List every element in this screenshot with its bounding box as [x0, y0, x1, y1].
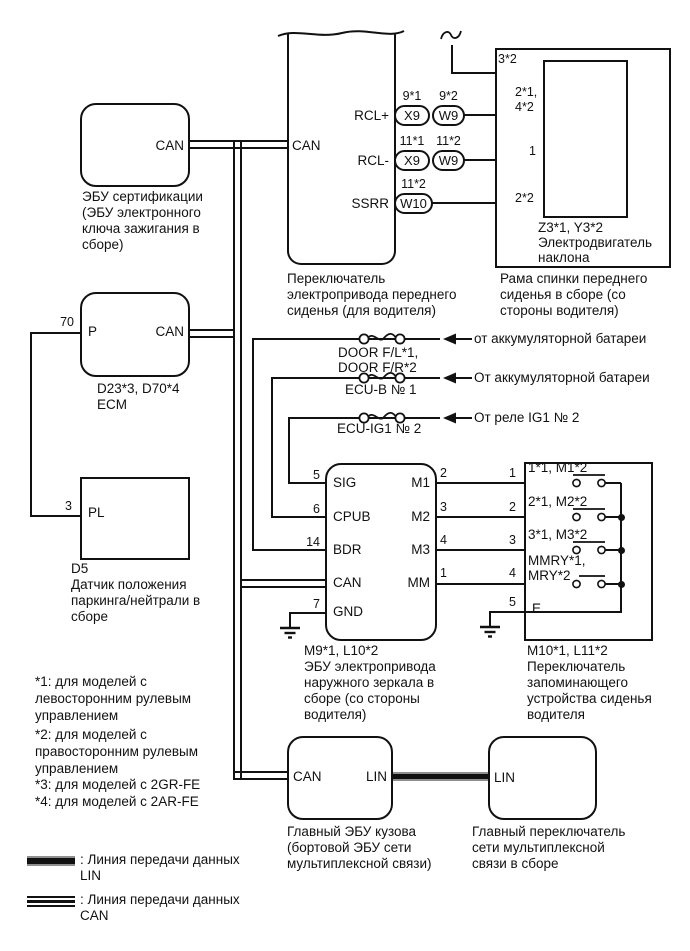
pin-number: 3 — [440, 500, 447, 514]
pin-can: CAN — [155, 324, 184, 339]
caption-line: сборе) — [82, 237, 124, 252]
junction-dot — [618, 547, 625, 554]
box-break-wave-icon — [276, 24, 406, 42]
caption-line: ECM — [97, 397, 127, 412]
caption-line: наружного зеркала в — [304, 675, 435, 690]
pin-number: 1 — [440, 566, 447, 580]
pin-bdr: BDR — [333, 542, 362, 557]
connector-pin-label: 11*2 — [436, 134, 461, 148]
caption-line: водителя — [527, 707, 585, 722]
fuse-name: ECU-IG1 № 2 — [337, 421, 422, 436]
caption-line: Главный переключатель — [472, 824, 626, 839]
pin-number: 6 — [313, 502, 320, 516]
caption-line: сети мультиплексной — [472, 840, 605, 855]
switch-row-label: MRY*2 — [528, 568, 571, 583]
caption-line: Переключатель — [287, 271, 386, 286]
ground-icon — [277, 620, 301, 640]
caption-line: запоминающего — [527, 675, 629, 690]
connector-pin-label: 9*2 — [439, 89, 458, 103]
pin-sig: SIG — [333, 475, 357, 490]
caption-line: Датчик положения — [71, 577, 187, 592]
can-line-swatch — [27, 896, 75, 907]
caption-line: Z3*1, Y3*2 — [538, 220, 604, 235]
pin-number: 5 — [313, 468, 320, 482]
wire-3-2-vertical — [451, 45, 453, 73]
caption-line: M10*1, L11*2 — [527, 643, 608, 658]
pin-70: 70 — [60, 315, 74, 329]
caption-line: D5 — [71, 561, 89, 576]
connector-w10: W10 — [394, 193, 433, 214]
caption-line: сборе (со стороны — [304, 691, 420, 706]
footnote-line: *3: для моделей с 2GR-FE — [35, 777, 201, 792]
caption-line: стороны водителя) — [500, 303, 619, 318]
pin-can: CAN — [333, 575, 362, 590]
pin-can: CAN — [293, 769, 322, 784]
pin-ssrr: SSRR — [351, 196, 389, 211]
caption-line: сборе — [71, 609, 109, 624]
connector-pin-label: 9*1 — [402, 89, 422, 103]
connector-x9: X9 — [394, 105, 430, 126]
connector-pin-label: 11*1 — [399, 134, 425, 148]
junction-dot — [618, 581, 625, 588]
can-line-mirror-ecu — [242, 579, 325, 588]
wire-feed-ecub — [271, 377, 440, 379]
switch-row-label: 1*1, M1*2 — [528, 460, 588, 475]
wire-e-vertical — [489, 611, 491, 620]
pin-p: P — [88, 324, 98, 339]
ground-icon — [478, 619, 502, 639]
footnote-line: *4: для моделей с 2AR-FE — [35, 794, 199, 809]
caption-line: (ЭБУ электронного — [82, 205, 201, 220]
wire-feed-ecub-vertical — [271, 377, 273, 518]
caption-line: Электродвигатель — [538, 235, 653, 250]
footnote-line: правосторонним рулевым — [35, 744, 198, 759]
wire-e-row — [489, 611, 622, 613]
caption-line: наклона — [538, 250, 590, 265]
connector-pin-label: 11*2 — [401, 177, 426, 191]
caption-line: устройства сиденья — [527, 691, 652, 706]
caption-line: сиденья (для водителя) — [287, 303, 436, 318]
arrow-left-icon — [443, 372, 473, 384]
tilt-motor-box — [543, 60, 628, 218]
caption-line: сиденья в сборе (со — [500, 287, 626, 302]
pin-3: 3 — [65, 499, 72, 513]
wire-feed-door — [252, 338, 440, 340]
caption-line: ЭБУ сертификации — [82, 189, 203, 204]
pin-lin: LIN — [365, 769, 387, 784]
footnote-line: *2: для моделей с — [35, 727, 147, 742]
fuse-name: DOOR F/L*1, — [338, 345, 419, 360]
footnote-line: управлением — [35, 761, 119, 776]
power-source-label: от аккумуляторной батареи — [474, 331, 647, 346]
caption-line: ЭБУ электропривода — [304, 659, 436, 674]
caption-line: D23*3, D70*4 — [97, 381, 180, 396]
caption-line: мультиплексной связи) — [287, 856, 432, 871]
switch-row-label: MMRY*1, — [528, 553, 586, 568]
caption-line: паркинга/нейтрали в — [71, 593, 201, 608]
pin-number: 2 — [509, 500, 516, 514]
pin-number: 4 — [509, 566, 516, 580]
wire-pnp-pl — [30, 515, 80, 517]
pin-cpub: CPUB — [333, 509, 371, 524]
pin-can: CAN — [292, 138, 321, 153]
power-source-label: От реле IG1 № 2 — [474, 410, 580, 425]
connector-w9: W9 — [432, 105, 465, 126]
power-source-label: От аккумуляторной батареи — [474, 370, 650, 385]
caption-line: водителя) — [304, 707, 367, 722]
caption-line: Главный ЭБУ кузова — [287, 824, 417, 839]
pin-can: CAN — [155, 138, 184, 153]
can-line-body-ecu — [233, 771, 287, 780]
pin-pl: PL — [88, 505, 105, 520]
arrow-left-icon — [443, 412, 473, 424]
switch-row-label: 3*1, M3*2 — [528, 527, 588, 542]
pin-lin: LIN — [494, 770, 516, 785]
wire-feed-door-vertical — [252, 338, 254, 551]
can-bus-trunk-vertical — [233, 140, 242, 780]
connector-w9: W9 — [432, 150, 465, 171]
junction-dot — [618, 514, 625, 521]
pin-number: 1 — [509, 466, 516, 480]
legend-text: : Линия передачи данных — [80, 892, 240, 907]
caption-line: (бортовой ЭБУ сети — [287, 840, 412, 855]
caption-line: M9*1, L10*2 — [304, 643, 379, 658]
pin-number: 2 — [440, 466, 447, 480]
wire-ecm-to-pnp-vertical — [30, 332, 32, 517]
legend-text: : Линия передачи данных — [80, 852, 240, 867]
caption-line: Рама спинки переднего — [500, 271, 648, 286]
pin-rcl-plus: RCL+ — [354, 108, 389, 123]
pin-gnd: GND — [333, 604, 363, 619]
caption-line: ключа зажигания в — [82, 221, 200, 236]
caption-line: Переключатель — [527, 659, 626, 674]
pin-number: 5 — [509, 595, 516, 609]
fuse-name: ECU-B № 1 — [345, 382, 417, 397]
pin-3-2: 3*2 — [498, 52, 517, 66]
pin-4-2: 4*2 — [515, 100, 534, 114]
footnote-line: левосторонним рулевым — [35, 691, 192, 706]
switch-row-label: 2*1, M2*2 — [528, 494, 588, 509]
pin-number: 3 — [509, 533, 516, 547]
pin-mm: MM — [407, 575, 430, 590]
can-line-ecm — [190, 329, 233, 338]
pin-number: 14 — [306, 535, 320, 549]
fuse-name: DOOR F/R*2 — [338, 360, 417, 375]
pin-m2: M2 — [411, 509, 430, 524]
switch-contact-icon — [569, 572, 609, 589]
pin-m1: M1 — [411, 475, 430, 490]
wire-ecm-p — [30, 332, 80, 334]
legend-text: CAN — [80, 908, 109, 923]
lin-line-swatch — [27, 856, 75, 866]
lin-line-body-to-master — [393, 772, 488, 781]
pin-1: 1 — [529, 144, 536, 158]
can-line-cert-to-seat-switch — [190, 140, 287, 149]
pin-2-1: 2*1, — [515, 85, 538, 99]
pin-number: 7 — [313, 597, 320, 611]
wire-break-squiggle-icon — [438, 26, 464, 44]
pin-e: E — [532, 601, 542, 616]
caption-line: связи в сборе — [472, 856, 559, 871]
footnote-line: управлением — [35, 708, 119, 723]
connector-x9: X9 — [394, 150, 430, 171]
pin-2-2: 2*2 — [515, 191, 534, 205]
arrow-left-icon — [443, 333, 473, 345]
pin-number: 4 — [440, 533, 447, 547]
pin-rcl-minus: RCL- — [357, 153, 389, 168]
legend-text: LIN — [80, 868, 102, 883]
footnote-line: *1: для моделей с — [35, 674, 147, 689]
wire-gnd — [291, 612, 325, 614]
caption-line: электропривода переднего — [287, 287, 457, 302]
pin-m3: M3 — [411, 542, 430, 557]
